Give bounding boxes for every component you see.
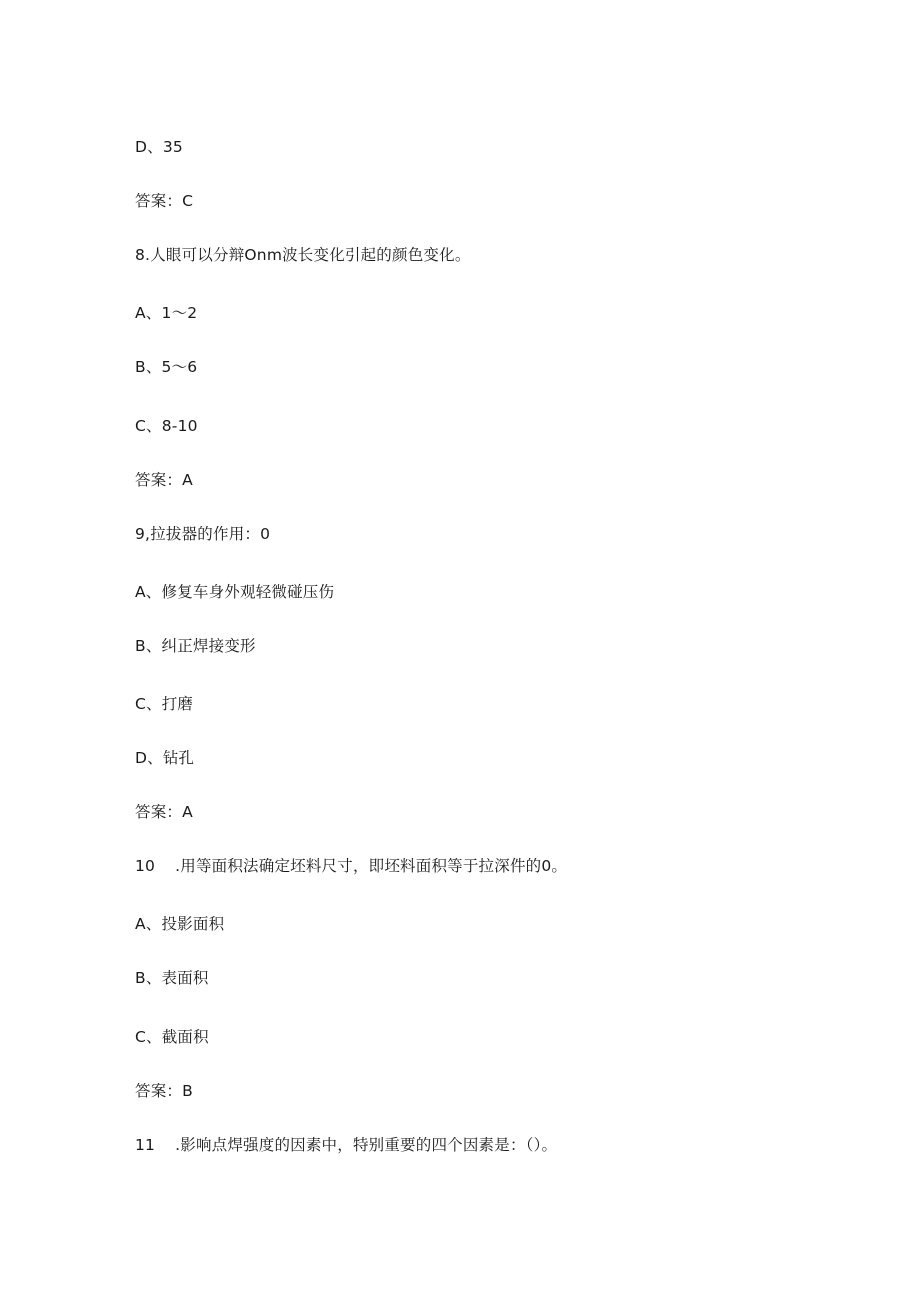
option-b: B、纠正焊接变形 xyxy=(135,637,256,655)
question-number: 10 xyxy=(135,857,156,875)
option-d-35: D、35 xyxy=(135,138,183,156)
option-c: C、打磨 xyxy=(135,695,194,713)
question-11 xyxy=(135,1135,557,1155)
option-b: B、5～6 xyxy=(135,358,198,376)
option-c: C、截面积 xyxy=(135,1028,209,1046)
option-a: A、投影面积 xyxy=(135,915,225,933)
question-number: 11 xyxy=(135,1136,156,1154)
option-d: D、钻孔 xyxy=(135,749,195,767)
question-8: 8.人眼可以分辩Onm波长变化引起的颜色变化。 xyxy=(135,246,471,264)
option-a: A、修复车身外观轻微碰压伤 xyxy=(135,583,335,601)
question-9: 9,拉拔器的作用：0 xyxy=(135,525,271,543)
question-text: .影响点焊强度的因素中，特别重要的四个因素是：（）。 xyxy=(175,1136,558,1154)
option-b: B、表面积 xyxy=(135,969,209,987)
question-10 xyxy=(135,856,567,876)
question-text: .用等面积法确定坯料尺寸，即坯料面积等于拉深件的0。 xyxy=(175,857,568,875)
option-c: C、8-10 xyxy=(135,417,198,435)
answer-line: 答案：B xyxy=(135,1082,193,1100)
answer-line: 答案：A xyxy=(135,471,193,489)
answer-line: 答案：A xyxy=(135,803,193,821)
answer-line: 答案：C xyxy=(135,192,194,210)
option-a: A、1～2 xyxy=(135,304,198,322)
